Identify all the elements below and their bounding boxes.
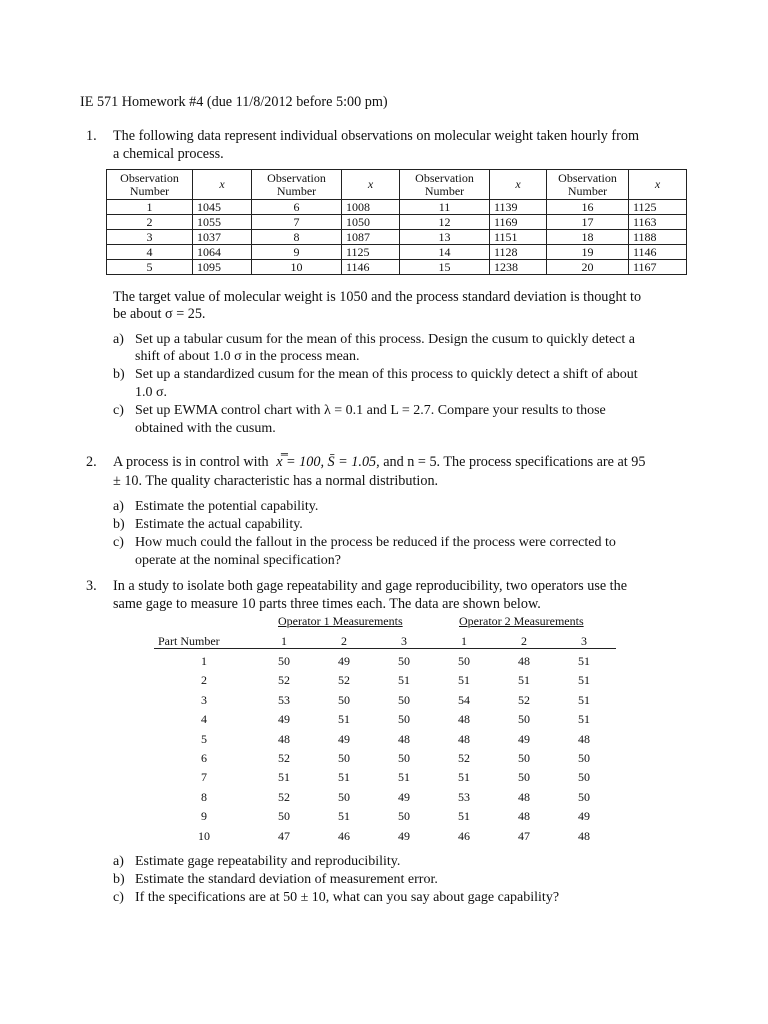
measurement-cell: 50: [458, 654, 470, 668]
measurement-cell: 47: [518, 828, 530, 843]
q2-line2: ± 10. The quality characteristic has a normal distribution.: [113, 473, 439, 489]
q3-line1: In a study to isolate both gage repeatability and gage reproducibility, two operators use the: [113, 578, 628, 594]
measurement-cell: 50: [578, 789, 590, 804]
part-number-cell: 5: [201, 731, 207, 746]
measurement-column-header: 2: [521, 634, 527, 648]
measurement-cell: 52: [338, 673, 350, 688]
x-value-cell: 1055: [193, 215, 252, 230]
observation-number-cell: 15: [400, 260, 490, 275]
q1-text-line2: a chemical process.: [113, 146, 224, 162]
table-header-row: [107, 170, 687, 200]
measurement-cell: 49: [398, 828, 410, 843]
x-header: x: [490, 170, 547, 200]
observation-number-cell: 20: [547, 260, 629, 275]
observation-number-header: [252, 170, 342, 200]
q1a-line2: shift of about 1.0 σ in the process mean.: [135, 349, 360, 364]
measurement-column-header: 1: [461, 634, 467, 648]
q2b-line1: Estimate the actual capability.: [135, 517, 303, 532]
x-value-cell: 1128: [490, 245, 547, 260]
observation-number-cell: 12: [400, 215, 490, 230]
observation-header-line2: Number: [567, 183, 608, 198]
observation-number-cell: 13: [400, 230, 490, 245]
measurement-cell: 50: [278, 654, 290, 668]
x-header: x: [193, 170, 252, 200]
x-value-cell: 1167: [629, 260, 687, 275]
q1-number: 1.: [86, 128, 97, 144]
measurement-cell: 50: [398, 712, 410, 727]
q2-formula: x̿ = 100, S̄ = 1.05: [276, 454, 377, 470]
measurement-cell: 48: [458, 731, 470, 746]
x-value-cell: 1139: [490, 200, 547, 215]
observation-number-cell: 1: [107, 200, 193, 215]
measurement-column-header: 1: [281, 634, 287, 648]
measurement-cell: 49: [398, 789, 410, 804]
measurement-cell: 49: [338, 731, 350, 746]
measurement-cell: 50: [398, 692, 410, 707]
measurement-column-header: 3: [581, 634, 587, 648]
measurement-cell: 52: [278, 751, 290, 765]
observation-number-cell: 11: [400, 200, 490, 215]
q1a-label: a): [113, 332, 124, 347]
observation-number-header: [107, 170, 193, 200]
q1-text-line1: The following data represent individual observations on molecular weight taken hourly from: [113, 128, 639, 144]
measurement-cell: 52: [278, 789, 290, 804]
measurement-cell: 50: [518, 751, 530, 765]
measurement-cell: 47: [278, 828, 290, 843]
q2c-line2: operate at the nominal specification?: [135, 553, 342, 568]
measurement-cell: 53: [458, 789, 470, 804]
measurement-cell: 54: [458, 692, 470, 707]
observation-number-cell: 7: [252, 215, 342, 230]
measurement-cell: 48: [458, 712, 470, 727]
q2-line1-end: , and n = 5. The process specifications are at 95: [376, 454, 646, 470]
q2b-label: b): [113, 517, 125, 532]
q1-target-line2: be about σ = 25.: [113, 306, 206, 322]
observation-number-cell: 5: [107, 260, 193, 275]
x-value-cell: 1050: [342, 215, 400, 230]
q2-line1: [113, 453, 645, 471]
table-row: [107, 245, 687, 260]
q3-line2: same gage to measure 10 parts three times each. The data are shown below.: [113, 596, 541, 612]
measurement-cell: 50: [578, 770, 590, 785]
observation-header-line1: Observation: [415, 170, 474, 185]
observation-number-cell: 8: [252, 230, 342, 245]
x-header: x: [629, 170, 687, 200]
measurement-cell: 50: [578, 751, 590, 765]
observation-header-line2: Number: [424, 183, 465, 198]
q3b-line1: Estimate the standard deviation of measurement error.: [135, 872, 438, 887]
x-header: x: [342, 170, 400, 200]
operator1-header: Operator 1 Measurements: [278, 614, 403, 628]
observation-header-line1: Observation: [558, 170, 617, 185]
x-value-cell: 1169: [490, 215, 547, 230]
q3-number: 3.: [86, 578, 97, 594]
measurement-cell: 52: [458, 751, 470, 765]
measurement-cell: 51: [458, 770, 470, 785]
x-value-cell: 1125: [342, 245, 400, 260]
measurement-cell: 53: [278, 692, 290, 707]
page-title: IE 571 Homework #4 (due 11/8/2012 before 5:00 pm): [80, 94, 388, 110]
observation-header-line2: Number: [129, 183, 170, 198]
measurement-cell: 49: [578, 809, 590, 824]
measurement-cell: 51: [458, 673, 470, 688]
measurement-cell: 51: [398, 770, 410, 785]
observation-number-cell: 17: [547, 215, 629, 230]
q1-target-line1: The target value of molecular weight is 1050 and the process standard deviation is thought to: [113, 289, 642, 305]
measurement-cell: 52: [518, 692, 530, 707]
observation-number-header: [547, 170, 629, 200]
x-value-cell: 1008: [342, 200, 400, 215]
measurement-column-header: 3: [401, 634, 407, 648]
measurement-cell: 49: [278, 712, 290, 727]
x-value-cell: 1163: [629, 215, 687, 230]
operator2-header: Operator 2 Measurements: [459, 614, 584, 628]
measurement-cell: 49: [518, 731, 530, 746]
x-value-cell: 1146: [342, 260, 400, 275]
measurement-cell: 50: [278, 809, 290, 824]
q1b-label: b): [113, 367, 125, 382]
q2a-label: a): [113, 499, 124, 514]
observation-number-cell: 10: [252, 260, 342, 275]
observation-header-line2: Number: [276, 183, 317, 198]
measurement-cell: 48: [398, 731, 410, 746]
observation-number-cell: 6: [252, 200, 342, 215]
part-number-cell: 2: [201, 673, 207, 688]
measurement-cell: 50: [398, 751, 410, 765]
observation-number-cell: 2: [107, 215, 193, 230]
q3a-line1: Estimate gage repeatability and reproducibility.: [135, 854, 401, 869]
measurement-cell: 48: [578, 731, 590, 746]
table-row: [107, 200, 687, 215]
x-value-cell: 1045: [193, 200, 252, 215]
observation-number-cell: 18: [547, 230, 629, 245]
q3b-label: b): [113, 872, 125, 887]
x-value-cell: 1095: [193, 260, 252, 275]
x-value-cell: 1146: [629, 245, 687, 260]
measurement-cell: 51: [398, 673, 410, 688]
measurement-cell: 48: [518, 809, 530, 824]
part-number-cell: 3: [201, 692, 207, 707]
measurement-cell: 50: [518, 770, 530, 785]
observation-number-cell: 14: [400, 245, 490, 260]
measurement-cell: 52: [278, 673, 290, 688]
part-number-cell: 10: [198, 828, 210, 843]
observation-number-cell: 19: [547, 245, 629, 260]
q2c-label: c): [113, 535, 124, 550]
measurement-cell: 50: [518, 712, 530, 727]
measurement-cell: 50: [398, 809, 410, 824]
x-value-cell: 1064: [193, 245, 252, 260]
x-value-cell: 1087: [342, 230, 400, 245]
observation-number-cell: 3: [107, 230, 193, 245]
measurement-cell: 51: [458, 809, 470, 824]
x-value-cell: 1037: [193, 230, 252, 245]
table-row: [107, 260, 687, 275]
q3c-label: c): [113, 890, 124, 905]
q3c-line1: If the specifications are at 50 ± 10, what can you say about gage capability?: [135, 890, 560, 905]
measurement-cell: 48: [518, 789, 530, 804]
molecular-weight-table: [106, 169, 687, 275]
measurement-cell: 46: [458, 828, 470, 843]
measurement-cell: 49: [338, 654, 350, 668]
measurement-column-header: 2: [341, 634, 347, 648]
measurement-cell: 48: [518, 654, 530, 668]
measurement-cell: 51: [338, 809, 350, 824]
measurement-cell: 50: [338, 692, 350, 707]
q1b-line2: 1.0 σ.: [135, 385, 168, 400]
measurement-cell: 51: [338, 712, 350, 727]
q1c-line1: Set up EWMA control chart with λ = 0.1 and L = 2.7. Compare your results to those: [135, 403, 606, 418]
x-value-cell: 1125: [629, 200, 687, 215]
measurement-cell: 51: [578, 654, 590, 668]
observation-number-cell: 16: [547, 200, 629, 215]
q1a-line1: Set up a tabular cusum for the mean of this process. Design the cusum to quickly detect a: [135, 332, 635, 347]
q2-line1-start: A process is in control with: [113, 454, 269, 470]
part-number-cell: 8: [201, 789, 207, 804]
measurement-cell: 48: [278, 731, 290, 746]
measurement-cell: 51: [578, 712, 590, 727]
table-row: [107, 230, 687, 245]
table-row: [107, 215, 687, 230]
part-number-cell: 4: [201, 712, 207, 727]
observation-header-line1: Observation: [120, 170, 179, 185]
measurement-cell: 51: [338, 770, 350, 785]
measurement-cell: 50: [338, 751, 350, 765]
measurement-cell: 46: [338, 828, 350, 843]
part-number-cell: 7: [201, 770, 207, 785]
x-value-cell: 1151: [490, 230, 547, 245]
part-number-header: Part Number: [158, 634, 220, 648]
measurement-cell: 50: [338, 789, 350, 804]
measurement-cell: 51: [578, 673, 590, 688]
q2-number: 2.: [86, 454, 97, 470]
measurement-cell: 50: [398, 654, 410, 668]
q1b-line1: Set up a standardized cusum for the mean of this process to quickly detect a shift of about: [135, 367, 638, 382]
measurement-cell: 51: [578, 692, 590, 707]
observation-number-header: [400, 170, 490, 200]
measurement-cell: 48: [578, 828, 590, 843]
q2c-line1: How much could the fallout in the process be reduced if the process were corrected to: [135, 535, 616, 550]
q1c-label: c): [113, 403, 124, 418]
q2a-line1: Estimate the potential capability.: [135, 499, 319, 514]
part-number-cell: 6: [201, 751, 207, 765]
measurement-cell: 51: [518, 673, 530, 688]
x-value-cell: 1188: [629, 230, 687, 245]
measurement-cell: 51: [278, 770, 290, 785]
observation-header-line1: Observation: [267, 170, 326, 185]
q1c-line2: obtained with the cusum.: [135, 421, 276, 436]
part-number-cell: 1: [201, 654, 207, 668]
q3a-label: a): [113, 854, 124, 869]
part-number-cell: 9: [201, 809, 207, 824]
observation-number-cell: 9: [252, 245, 342, 260]
observation-number-cell: 4: [107, 245, 193, 260]
x-value-cell: 1238: [490, 260, 547, 275]
